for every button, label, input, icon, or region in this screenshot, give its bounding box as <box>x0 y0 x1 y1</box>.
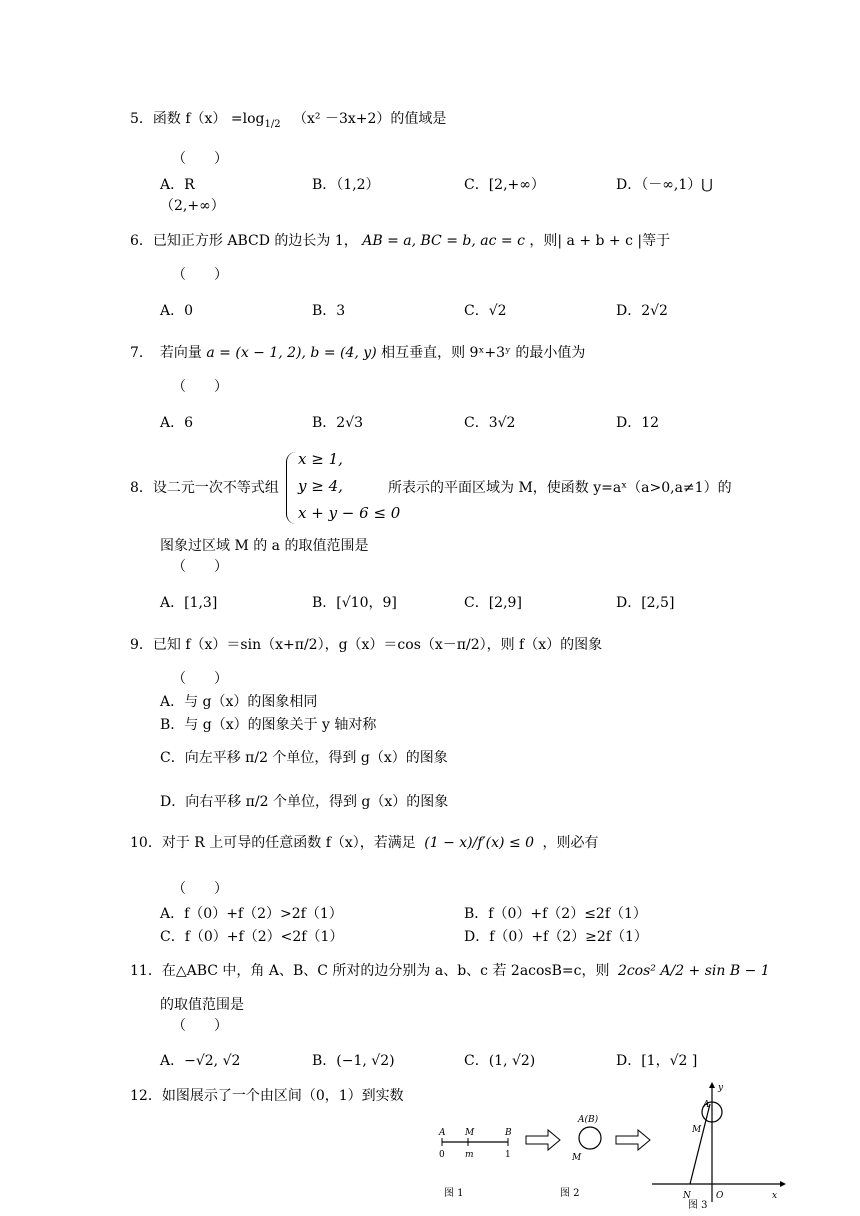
fig-label: x <box>772 1191 778 1201</box>
fig-label: O <box>716 1191 724 1201</box>
option-d: D．f（0）+f（2）≥2f（1） <box>464 929 648 945</box>
answer-bracket: （ ） <box>172 379 228 395</box>
question-12-stem: 12．如图展示了一个由区间（0，1）到实数 <box>130 1088 404 1104</box>
figure-2 <box>560 1114 601 1199</box>
option-d: D．向右平移 π/2 个单位，得到 g（x）的图象 <box>160 794 449 810</box>
option-c: C．向左平移 π/2 个单位，得到 g（x）的图象 <box>160 750 448 766</box>
option-b: B．3 <box>312 303 346 319</box>
answer-bracket: （ ） <box>172 1018 228 1034</box>
option-c: C．√2 <box>464 303 507 319</box>
question-8-tail: 所表示的平面区域为 M，使函数 y=aˣ（a>0,a≠1）的 <box>388 480 732 496</box>
option-a: A．R <box>160 177 195 193</box>
option-d: D．（－∞,1）⋃ <box>616 177 713 193</box>
option-d: D．[1，√2 ] <box>616 1053 698 1069</box>
fig-label: A <box>703 1100 710 1110</box>
option-d-wrap: （2,+∞） <box>160 198 225 214</box>
answer-bracket: （ ） <box>172 151 228 167</box>
fig-label: A <box>439 1128 446 1138</box>
option-c: C．[2,9] <box>464 595 522 611</box>
option-a: A．[1,3] <box>160 595 218 611</box>
option-d: D．2√2 <box>616 303 668 319</box>
target-expression: 2cos² A/2 + sin B − 1 <box>617 963 770 979</box>
answer-bracket: （ ） <box>172 881 228 897</box>
question-9-stem: 9．已知 f（x）＝sin（x+π/2），g（x）＝cos（x－π/2），则 f（x）的图象 <box>130 637 603 653</box>
inequality-3: x + y − 6 ≤ 0 <box>298 504 401 522</box>
system-brace <box>286 452 297 524</box>
figures <box>430 1080 790 1210</box>
fig-label: m <box>465 1150 474 1160</box>
question-5-stem: 5．函数 $f(x) =\log_{1/2}$ （x² －3x+2）的值域是 <box>130 111 447 130</box>
fig-label: M <box>572 1153 582 1163</box>
fig-caption: 图 2 <box>560 1188 580 1199</box>
option-b: B．与 g（x）的图象关于 y 轴对称 <box>160 717 377 733</box>
arrow-2 <box>616 1130 650 1150</box>
option-b: B．f（0）+f（2）≤2f（1） <box>464 906 647 922</box>
option-a: A．6 <box>160 415 194 431</box>
fig-caption: 图 3 <box>688 1200 708 1210</box>
question-8-line2: 图象过区域 M 的 a 的取值范围是 <box>160 538 369 554</box>
question-6-stem: 6．已知正方形 ABCD 的边长为 1， AB = a, BC = b, ac = c ，则| a + b + c |等于 <box>130 233 671 249</box>
inequality-2: y ≥ 4, <box>298 477 343 495</box>
question-11-stem: 11．在△ABC 中，角 A、B、C 所对的边分别为 a、b、c 若 2acosB=c，则 2cos² A/2 + sin B − 1 <box>130 963 770 979</box>
figure-3 <box>652 1082 786 1210</box>
fig-label: 0 <box>439 1150 445 1160</box>
fig-caption: 图 1 <box>444 1188 464 1199</box>
question-11-line2: 的取值范围是 <box>160 997 244 1013</box>
question-7-stem: 7． 若向量 a = (x − 1, 2), b = (4, y) 相互垂直，则 9ˣ+3ʸ 的最小值为 <box>130 345 586 361</box>
fig-label: N <box>683 1191 691 1201</box>
option-a: A．0 <box>160 303 194 319</box>
vector-expr: a = (x − 1, 2), b = (4, y) <box>206 345 377 361</box>
option-d: D．12 <box>616 415 660 431</box>
answer-bracket: （ ） <box>172 267 228 283</box>
option-c: C．f（0）+f（2）<2f（1） <box>160 929 344 945</box>
fig-label: y <box>718 1083 724 1093</box>
option-d: D．[2,5] <box>616 595 675 611</box>
fig-label: B <box>505 1128 512 1138</box>
option-c: C．3√2 <box>464 415 516 431</box>
vector-expr: AB = a, BC = b, ac = c <box>362 233 525 249</box>
fig-label: M <box>692 1125 702 1135</box>
option-b: B．(−1, √2) <box>312 1053 395 1069</box>
answer-bracket: （ ） <box>172 559 228 575</box>
option-b: B．（1,2） <box>312 177 380 193</box>
arrow-1 <box>526 1130 560 1150</box>
figure-1 <box>438 1128 512 1199</box>
fig-label: 1 <box>505 1150 511 1160</box>
answer-bracket: （ ） <box>172 671 228 687</box>
question-10-stem: 10．对于 R 上可导的任意函数 f（x），若满足 (1 − x)/f′(x) ≤ 0 ，则必有 <box>130 835 599 851</box>
inequality-1: x ≥ 1, <box>298 450 343 468</box>
option-b: B．[√10，9] <box>312 595 397 611</box>
condition-fraction: (1 − x)/f′(x) ≤ 0 <box>424 835 535 851</box>
log-base: 1/2 <box>264 118 281 130</box>
option-a: A．−√2, √2 <box>160 1053 241 1069</box>
option-a: A．与 g（x）的图象相同 <box>160 694 318 710</box>
option-c: C．[2,+∞） <box>464 177 545 193</box>
option-b: B．2√3 <box>312 415 364 431</box>
option-c: C．(1, √2) <box>464 1053 536 1069</box>
fig-label: A(B) <box>578 1115 599 1125</box>
option-a: A．f（0）+f（2）>2f（1） <box>160 906 343 922</box>
question-8-stem: 8．设二元一次不等式组 <box>130 480 279 496</box>
fig-label: M <box>465 1128 475 1138</box>
